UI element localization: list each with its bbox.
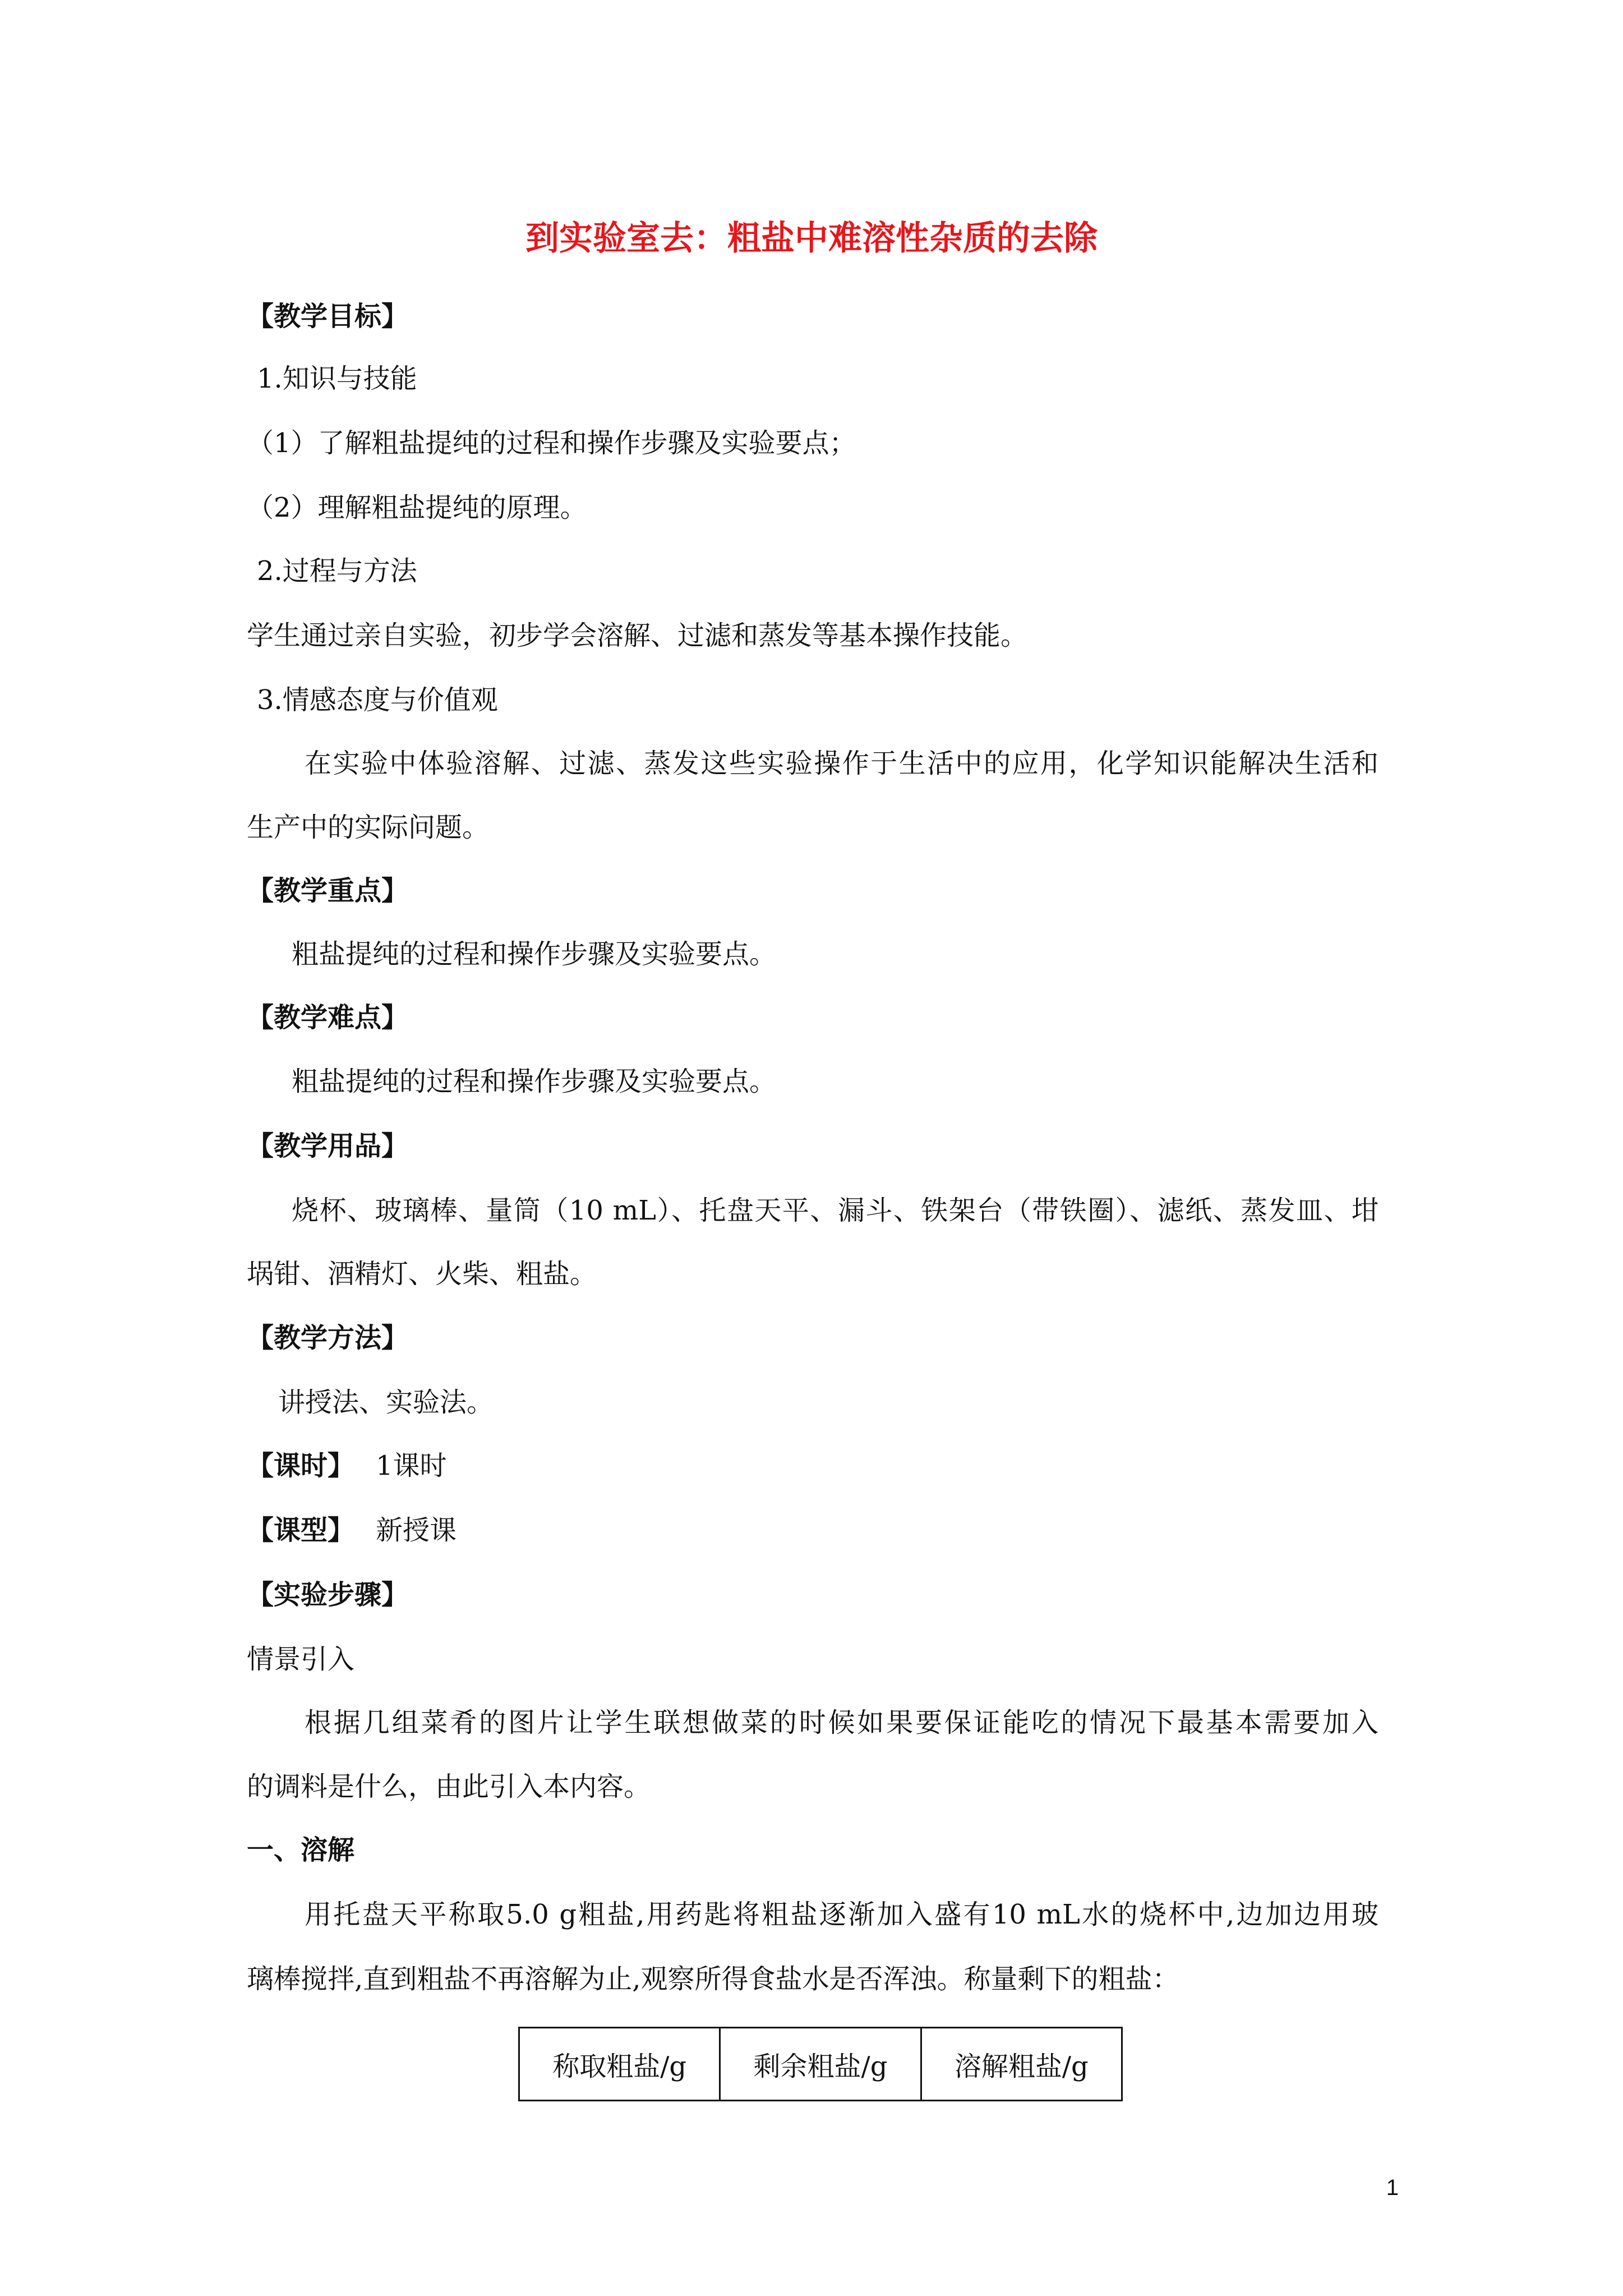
objective-attitude-text-2: 生产中的实际问题。 [247,812,490,843]
document-title: 到实验室去：粗盐中难溶性杂质的去除 [525,219,1098,258]
key-points-heading: 【教学重点】 [247,875,409,907]
methods-heading: 【教学方法】 [247,1322,409,1354]
page-number: 1 [1386,2175,1399,2200]
salt-measure-table [518,2027,1123,2101]
difficulties-text: 粗盐提纯的过程和操作步骤及实验要点。 [292,1066,777,1097]
dissolve-heading: 一、溶解 [247,1834,355,1866]
dissolve-text-2: 璃棒搅拌,直到粗盐不再溶解为止,观察所得食盐水是否浑浊。称量剩下的粗盐： [247,1963,1179,1995]
intro-label: 情景引入 [247,1644,355,1675]
materials-heading: 【教学用品】 [247,1130,409,1162]
intro-text-1: 根据几组菜肴的图片让学生联想做菜的时候如果要保证能吃的情况下最基本需要加入 [305,1707,1378,1738]
table-header-weighed-salt: 称取粗盐/g [519,2028,720,2101]
objective-process-text: 学生通过亲自实验，初步学会溶解、过滤和蒸发等基本操作技能。 [247,620,1028,651]
table-header-remaining-salt: 剩余粗盐/g [720,2028,921,2101]
dissolve-text-1: 用托盘天平称取5.0 g粗盐,用药匙将粗盐逐渐加入盛有10 mL水的烧杯中,边加边用玻 [305,1899,1378,1930]
objective-knowledge-skills: 1.知识与技能 [257,363,417,394]
objective-attitude-values: 3.情感态度与价值观 [257,684,498,716]
lesson-type-heading: 【课型】 [247,1515,355,1546]
period-heading: 【课时】 [247,1450,355,1481]
difficulties-heading: 【教学难点】 [247,1002,409,1033]
materials-text-2: 埚钳、酒精灯、火柴、粗盐。 [247,1258,597,1290]
objective-process-methods: 2.过程与方法 [257,555,417,587]
key-points-text: 粗盐提纯的过程和操作步骤及实验要点。 [292,938,777,970]
objectives-heading: 【教学目标】 [247,301,409,332]
materials-text-1: 烧杯、玻璃棒、量筒（10 mL）、托盘天平、漏斗、铁架台（带铁圈）、滤纸、蒸发皿、坩 [292,1195,1378,1226]
objective-knowledge-item-2: （2）理解粗盐提纯的原理。 [247,492,587,523]
objective-attitude-text-1: 在实验中体验溶解、过滤、蒸发这些实验操作于生活中的应用，化学知识能解决生活和 [305,748,1378,779]
intro-text-2: 的调料是什么，由此引入本内容。 [247,1771,651,1802]
steps-heading: 【实验步骤】 [247,1579,409,1611]
period-text: 1课时 [376,1450,447,1481]
objective-knowledge-item-1: （1）了解粗盐提纯的过程和操作步骤及实验要点； [247,427,856,459]
table-row [519,2028,1122,2101]
table-header-dissolved-salt: 溶解粗盐/g [921,2028,1122,2101]
lesson-type-text: 新授课 [376,1515,457,1546]
methods-text: 讲授法、实验法。 [278,1387,494,1418]
